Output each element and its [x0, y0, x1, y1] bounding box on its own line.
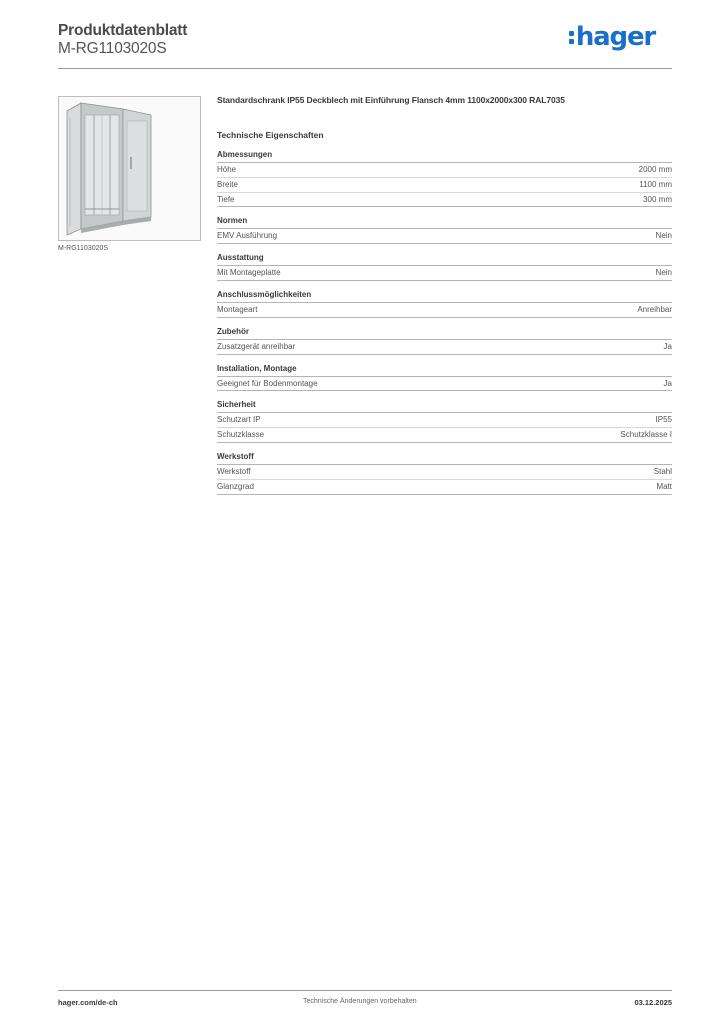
- product-details: [217, 92, 672, 495]
- spec-row: [217, 428, 672, 443]
- footer-date: 03.12.2025: [634, 998, 672, 1007]
- spec-value: Matt: [656, 481, 672, 491]
- spec-label: Geeignet für Bodenmontage: [217, 378, 318, 388]
- spec-value: 300 mm: [643, 194, 672, 204]
- spec-label: Mit Montageplatte: [217, 268, 281, 278]
- spec-row: [217, 465, 672, 480]
- page-header: [58, 22, 672, 69]
- spec-label: Werkstoff: [217, 466, 251, 476]
- product-image: [58, 96, 201, 241]
- spec-value: Nein: [655, 231, 672, 241]
- logo-text: hager: [575, 22, 655, 52]
- product-name: Standardschrank IP55 Deckblech mit Einführung Flansch 4mm 1100x2000x300 RAL7035: [217, 95, 565, 105]
- spec-group-werkstoff: [217, 451, 672, 495]
- document-subtitle: M-RG1103020S: [58, 40, 167, 57]
- spec-value: Nein: [655, 268, 672, 278]
- spec-group-zubehoer: [217, 326, 672, 355]
- group-title: Installation, Montage: [217, 363, 672, 377]
- spec-group-ausstattung: [217, 252, 672, 281]
- spec-label: Montageart: [217, 304, 258, 314]
- spec-row: [217, 480, 672, 495]
- logo-colon-icon: [569, 31, 574, 44]
- spec-value: Stahl: [653, 466, 672, 476]
- hager-logo: [569, 22, 655, 52]
- spec-label: Schutzart IP: [217, 415, 261, 425]
- spec-value: Ja: [663, 341, 672, 351]
- group-title: Anschlussmöglichkeiten: [217, 289, 672, 303]
- group-title: Zubehör: [217, 326, 672, 340]
- header-divider: [58, 68, 672, 69]
- spec-value: 1100 mm: [639, 179, 672, 189]
- spec-group-normen: [217, 215, 672, 244]
- document-title: Produktdatenblatt: [58, 22, 188, 39]
- spec-label: EMV Ausführung: [217, 231, 278, 241]
- cabinet-illustration-icon: [59, 97, 200, 240]
- spec-group-abmessungen: [217, 149, 672, 207]
- spec-row: [217, 163, 672, 178]
- group-title: Normen: [217, 215, 672, 229]
- spec-group-installation: [217, 363, 672, 392]
- spec-row: [217, 303, 672, 318]
- group-title: Werkstoff: [217, 451, 672, 465]
- spec-row: [217, 377, 672, 392]
- spec-row: [217, 193, 672, 208]
- section-heading: Technische Eigenschaften: [217, 130, 324, 140]
- spec-row: [217, 340, 672, 355]
- spec-label: Breite: [217, 179, 238, 189]
- footer-website: hager.com/de-ch: [58, 998, 118, 1007]
- group-title: Abmessungen: [217, 149, 672, 163]
- spec-row: [217, 266, 672, 281]
- footer-divider: [58, 990, 672, 991]
- spec-row: [217, 178, 672, 193]
- group-title: Sicherheit: [217, 399, 672, 413]
- spec-group-anschluss: [217, 289, 672, 318]
- footer-note: Technische Änderungen vorbehalten: [303, 998, 417, 1005]
- spec-row: [217, 413, 672, 428]
- spec-label: Zusatzgerät anreihbar: [217, 341, 296, 351]
- spec-value: 2000 mm: [638, 165, 672, 174]
- spec-label: Schutzklasse: [217, 430, 265, 440]
- spec-group-sicherheit: [217, 399, 672, 443]
- group-title: Ausstattung: [217, 252, 672, 266]
- spec-label: Tiefe: [217, 194, 235, 204]
- spec-value: IP55: [655, 415, 672, 425]
- spec-label: Höhe: [217, 165, 237, 174]
- spec-value: Schutzklasse I: [620, 430, 672, 440]
- image-caption: M-RG1103020S: [58, 245, 109, 252]
- spec-label: Glanzgrad: [217, 481, 254, 491]
- spec-value: Ja: [663, 378, 672, 388]
- spec-value: Anreihbar: [637, 304, 672, 314]
- spec-row: [217, 229, 672, 244]
